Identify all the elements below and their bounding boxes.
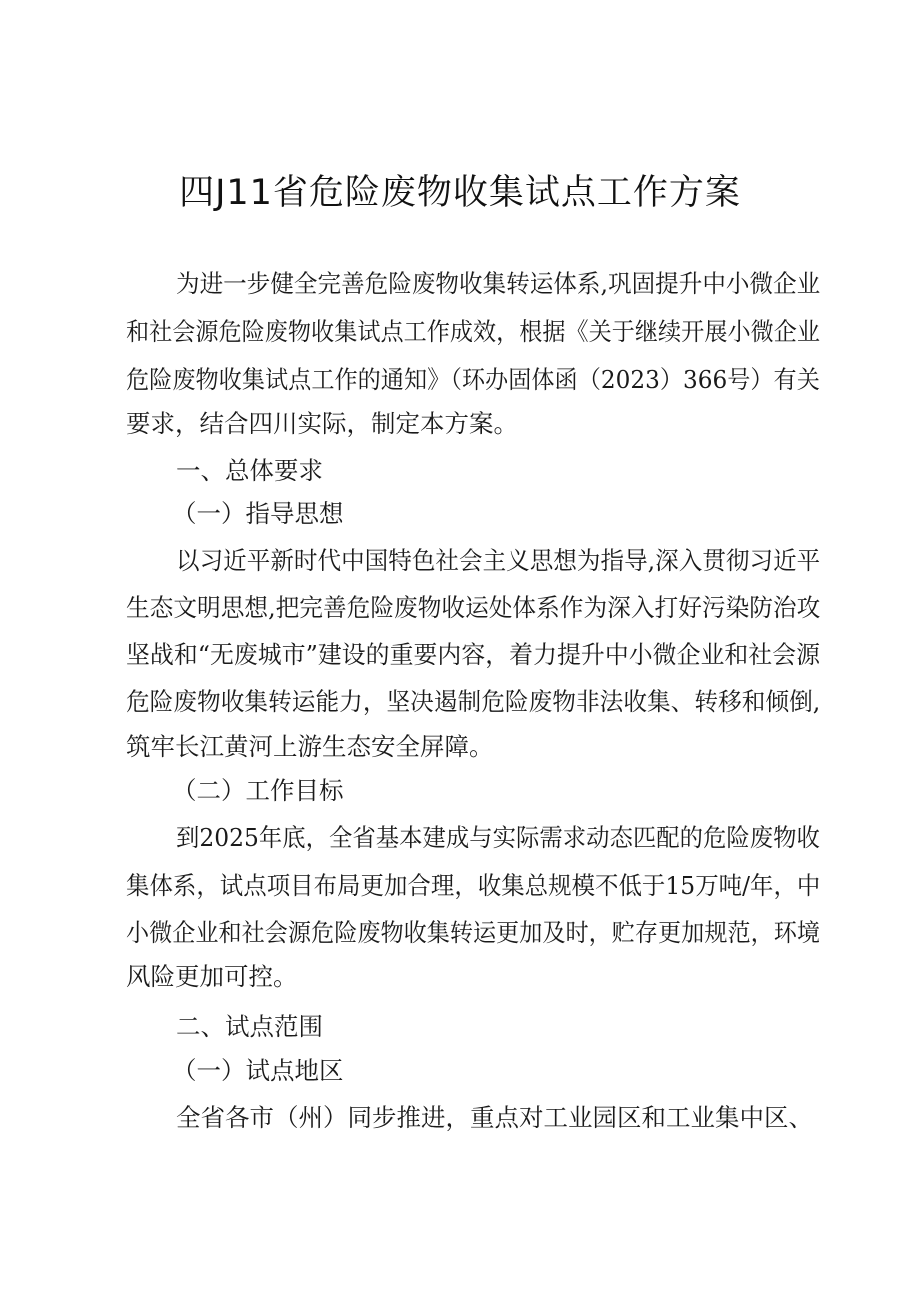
intro-line-4: 要求，结合四川实际，制定本方案。: [126, 409, 518, 438]
intro-line-2: 和社会源危险废物收集试点工作成效，根据《关于继续开展小微企业: [126, 317, 820, 346]
guiding-line-4: 危险废物收集转运能力，坚决遏制危险废物非法收集、转移和倾倒,: [126, 687, 821, 716]
section-2-heading: 二、试点范围: [176, 1012, 323, 1041]
intro-line-1: 为进一步健全完善危险废物收集转运体系,巩固提升中小微企业: [176, 269, 821, 298]
goal-line-4: 风险更加可控。: [126, 962, 298, 991]
section-1-sub-1-heading: （一）指导思想: [172, 499, 344, 528]
intro-line-3: 危险废物收集试点工作的通知》（环办固体函（2023）366号）有关: [126, 365, 820, 394]
goal-line-2: 集体系，试点项目布局更加合理，收集总规模不低于15万吨/年，中: [126, 871, 821, 900]
section-2-sub-1-heading: （一）试点地区: [172, 1056, 344, 1085]
goal-line-3: 小微企业和社会源危险废物收集转运更加及时，贮存更加规范，环境: [126, 918, 820, 947]
document-title: 四J11省危险废物收集试点工作方案: [179, 173, 741, 213]
guiding-line-2: 生态文明思想,把完善危险废物收运处体系作为深入打好污染防治攻: [126, 593, 821, 622]
section-1-sub-2-heading: （二）工作目标: [172, 776, 344, 805]
goal-line-1: 到2025年底，全省基本建成与实际需求动态匹配的危险废物收: [176, 823, 820, 852]
guiding-line-3: 坚战和“无废城市”建设的重要内容，着力提升中小微企业和社会源: [126, 640, 821, 669]
pilot-area-line-1: 全省各市（州）同步推进，重点对工业园区和工业集中区、: [176, 1103, 813, 1132]
section-1-heading: 一、总体要求: [176, 456, 323, 485]
guiding-line-5: 筑牢长江黄河上游生态安全屏障。: [126, 732, 494, 761]
guiding-line-1: 以习近平新时代中国特色社会主义思想为指导,深入贯彻习近平: [176, 546, 821, 575]
